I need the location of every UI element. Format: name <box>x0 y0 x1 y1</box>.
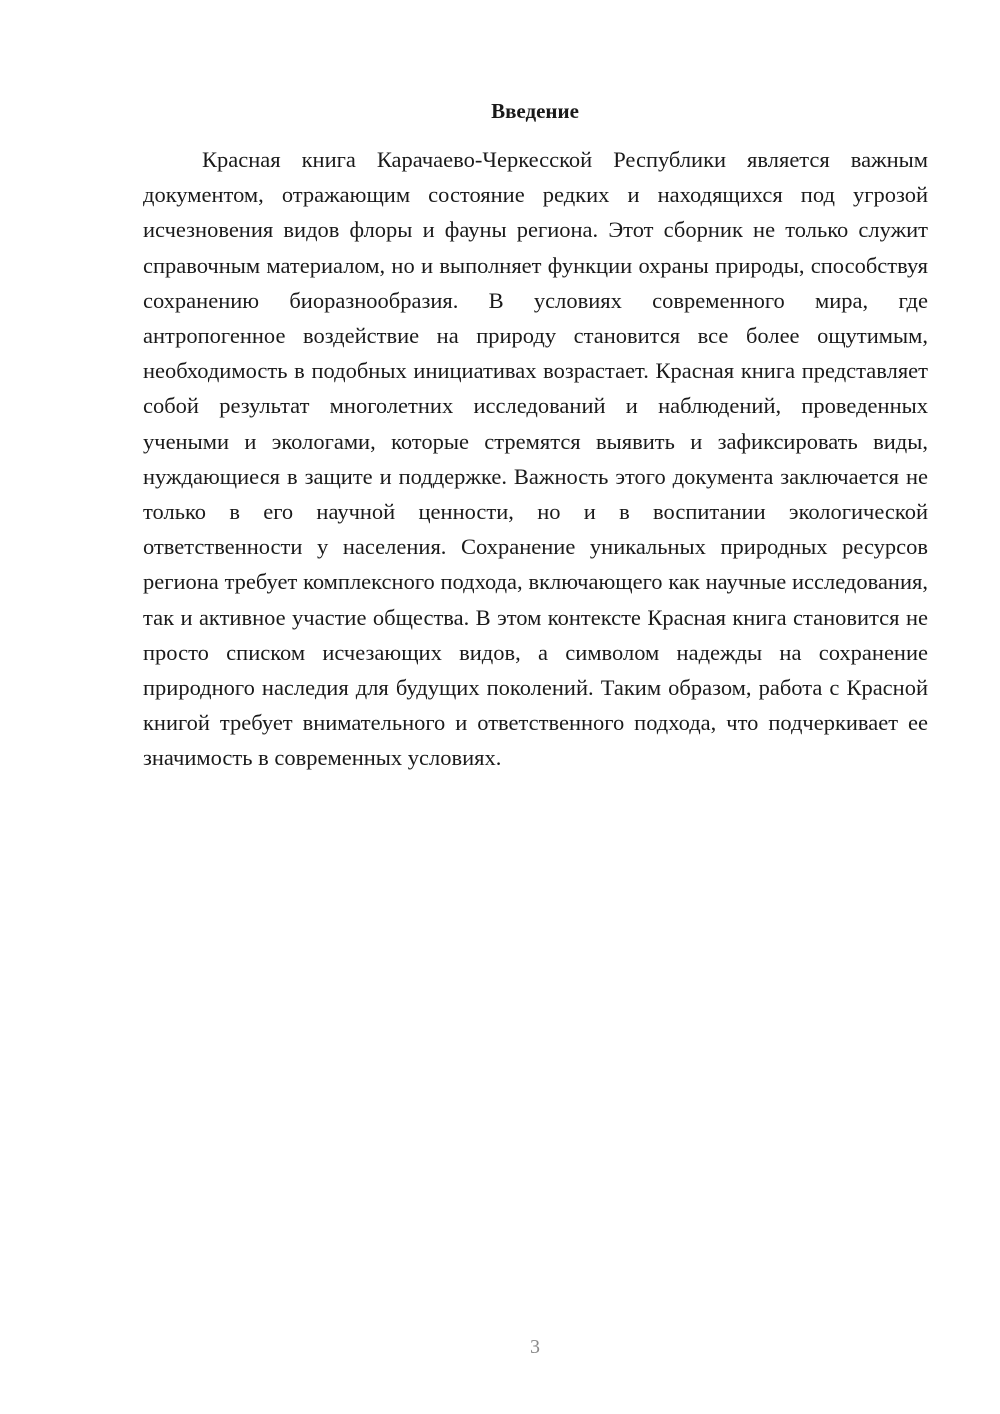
page-title: Введение <box>491 99 579 123</box>
body-paragraph: Красная книга Карачаево-Черкесской Республики является важным документом, отражающим состояние редких и находящихся под угрозой исчезновения видов флоры и фауны региона. Этот сборник не только служит справочным материалом, но и выполняет функции охраны природы, способствуя сохранению биоразнообразия. В условиях современного мира, где антропогенное воздействие на природу становится все более ощутимым, необходимость в подобных инициативах возрастает. Красная книга представляет собой результат многолетних исследований и наблюдений, проведенных учеными и экологами, которые стремятся выявить и зафиксировать виды, нуждающиеся в защите и поддержке. Важность этого документа заключается не только в его научной ценности, но и в воспитании экологической ответственности у населения. Сохранение уникальных природных ресурсов региона требует комплексного подхода, включающего как научные исследования, так и активное участие общества. В этом контексте Красная книга становится не просто списком исчезающих видов, а символом надежды на сохранение природного наследия для будущих поколений. Таким образом, работа с Красной книгой требует внимательного и ответственного подхода, что подчеркивает ее значимость в современных условиях. <box>143 147 928 771</box>
page-number: 3 <box>530 1336 540 1358</box>
